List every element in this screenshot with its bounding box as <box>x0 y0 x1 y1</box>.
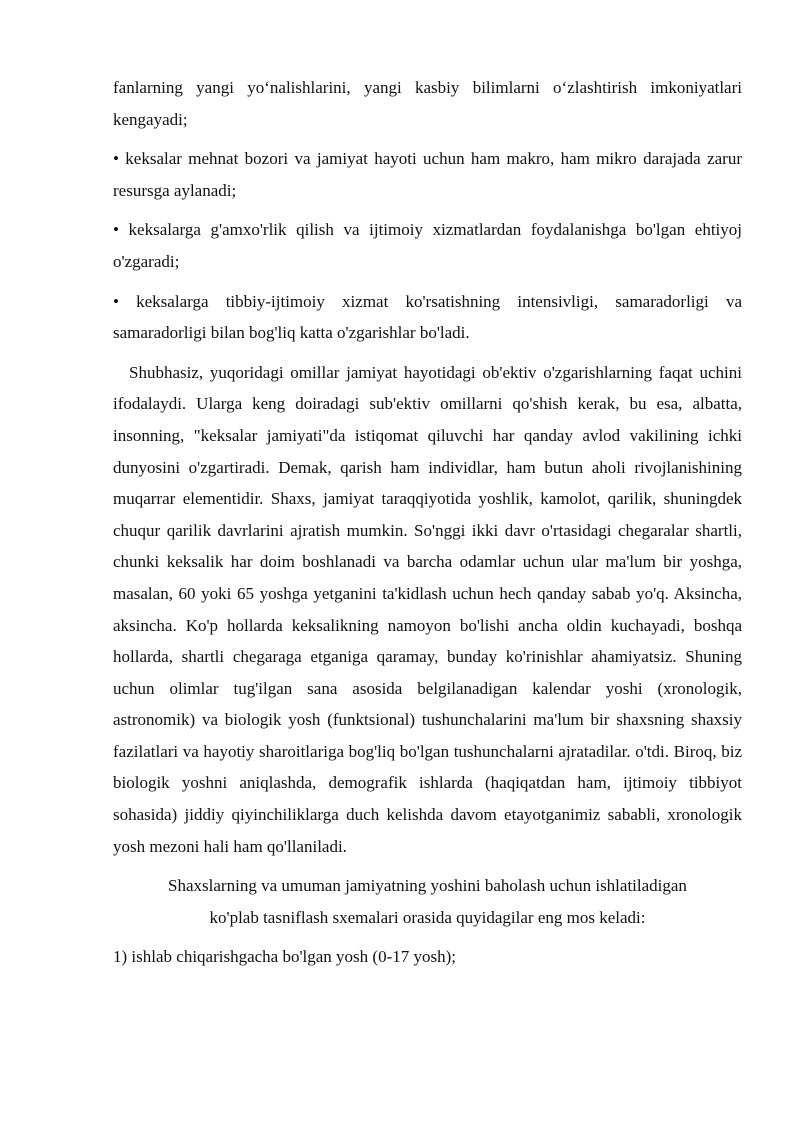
body-paragraph-ageing: Shubhasiz, yuqoridagi omillar jamiyat hayotidagi ob'ektiv o'zgarishlarning faqat uchini ifodalaydi. Ularga keng doiradagi sub'ektiv omillarni qo'shish kerak, bu esa, albatta, insonning, "keksalar jamiyati"da istiqomat qiluvchi har qanday avlod vakilining ichki dunyosini o'zgartiradi. Demak, qarish ham individlar, ham butun aholi rivojlanishining muqarrar elementidir. Shaxs, jamiyat taraqqiyotida yoshlik, kamolot, qarilik, shuningdek chuqur qarilik davrlarini ajratish mumkin. So'nggi ikki davr o'rtasidagi chegaralar shartli, chunki keksalik har doim boshlanadi va barcha odamlar uchun ular ma'lum bir yoshga, masalan, 60 yoki 65 yoshga yetganini ta'kidlash uchun hech qanday sabab yo'q. Aksincha, aksincha. Ko'p hollarda keksalikning namoyon bo'lishi ancha oldin kuchayadi, boshqa hollarda, shartli chegaraga etganiga qaramay, bunday ko'rinishlar ahamiyatsiz. Shuning uchun olimlar tug'ilgan sana asosida belgilanadigan kalendar yoshi (xronologik, astronomik) va biologik yosh (funktsional) tushunchalarini ma'lum bir shaxsning shaxsiy fazilatlari va hayotiy sharoitlariga bog'liq bo'lgan tushunchalarni ajratadilar. o'tdi. Biroq, biz biologik yoshni aniqlashda, demografik ishlarda (haqiqatdan ham, ijtimoiy tibbiyot sohasida) jiddiy qiyinchiliklarga duch kelishda davom etayotganimiz sababli, xronologik yosh mezoni hali ham qo'llaniladi. <box>113 362 742 856</box>
centered-intro <box>113 870 742 933</box>
bullet-item-care-needs: • keksalarga g'amxo'rlik qilish va ijtimoiy xizmatlardan foydalanishga bo'lgan ehtiyoj o'zgaradi; <box>113 220 742 271</box>
centered-intro-line-2: ko'plab tasniflash sxemalari orasida quyidagilar eng mos keladi: <box>209 907 646 927</box>
bullet-item-medical-services: • keksalarga tibbiy-ijtimoiy xizmat ko'rsatishning intensivligi, samaradorligi va samaradorligi bilan bog'liq katta o'zgarishlar bo'ladi. <box>113 291 742 343</box>
paragraph-continuation: fanlarning yangi yo‘nalishlarini, yangi kasbiy bilimlarni o‘zlashtirish imkoniyatlari kengayadi; <box>113 78 742 129</box>
centered-intro-line-1: Shaxslarning va umuman jamiyatning yoshini baholash uchun ishlatiladigan <box>168 876 687 896</box>
list-item-pre-working-age: 1) ishlab chiqarishgacha bo'lgan yosh (0-17 yosh); <box>113 947 456 967</box>
bullet-item-labor-market: • keksalar mehnat bozori va jamiyat hayoti uchun ham makro, ham mikro darajada zarur resursga aylanadi; <box>113 149 742 200</box>
